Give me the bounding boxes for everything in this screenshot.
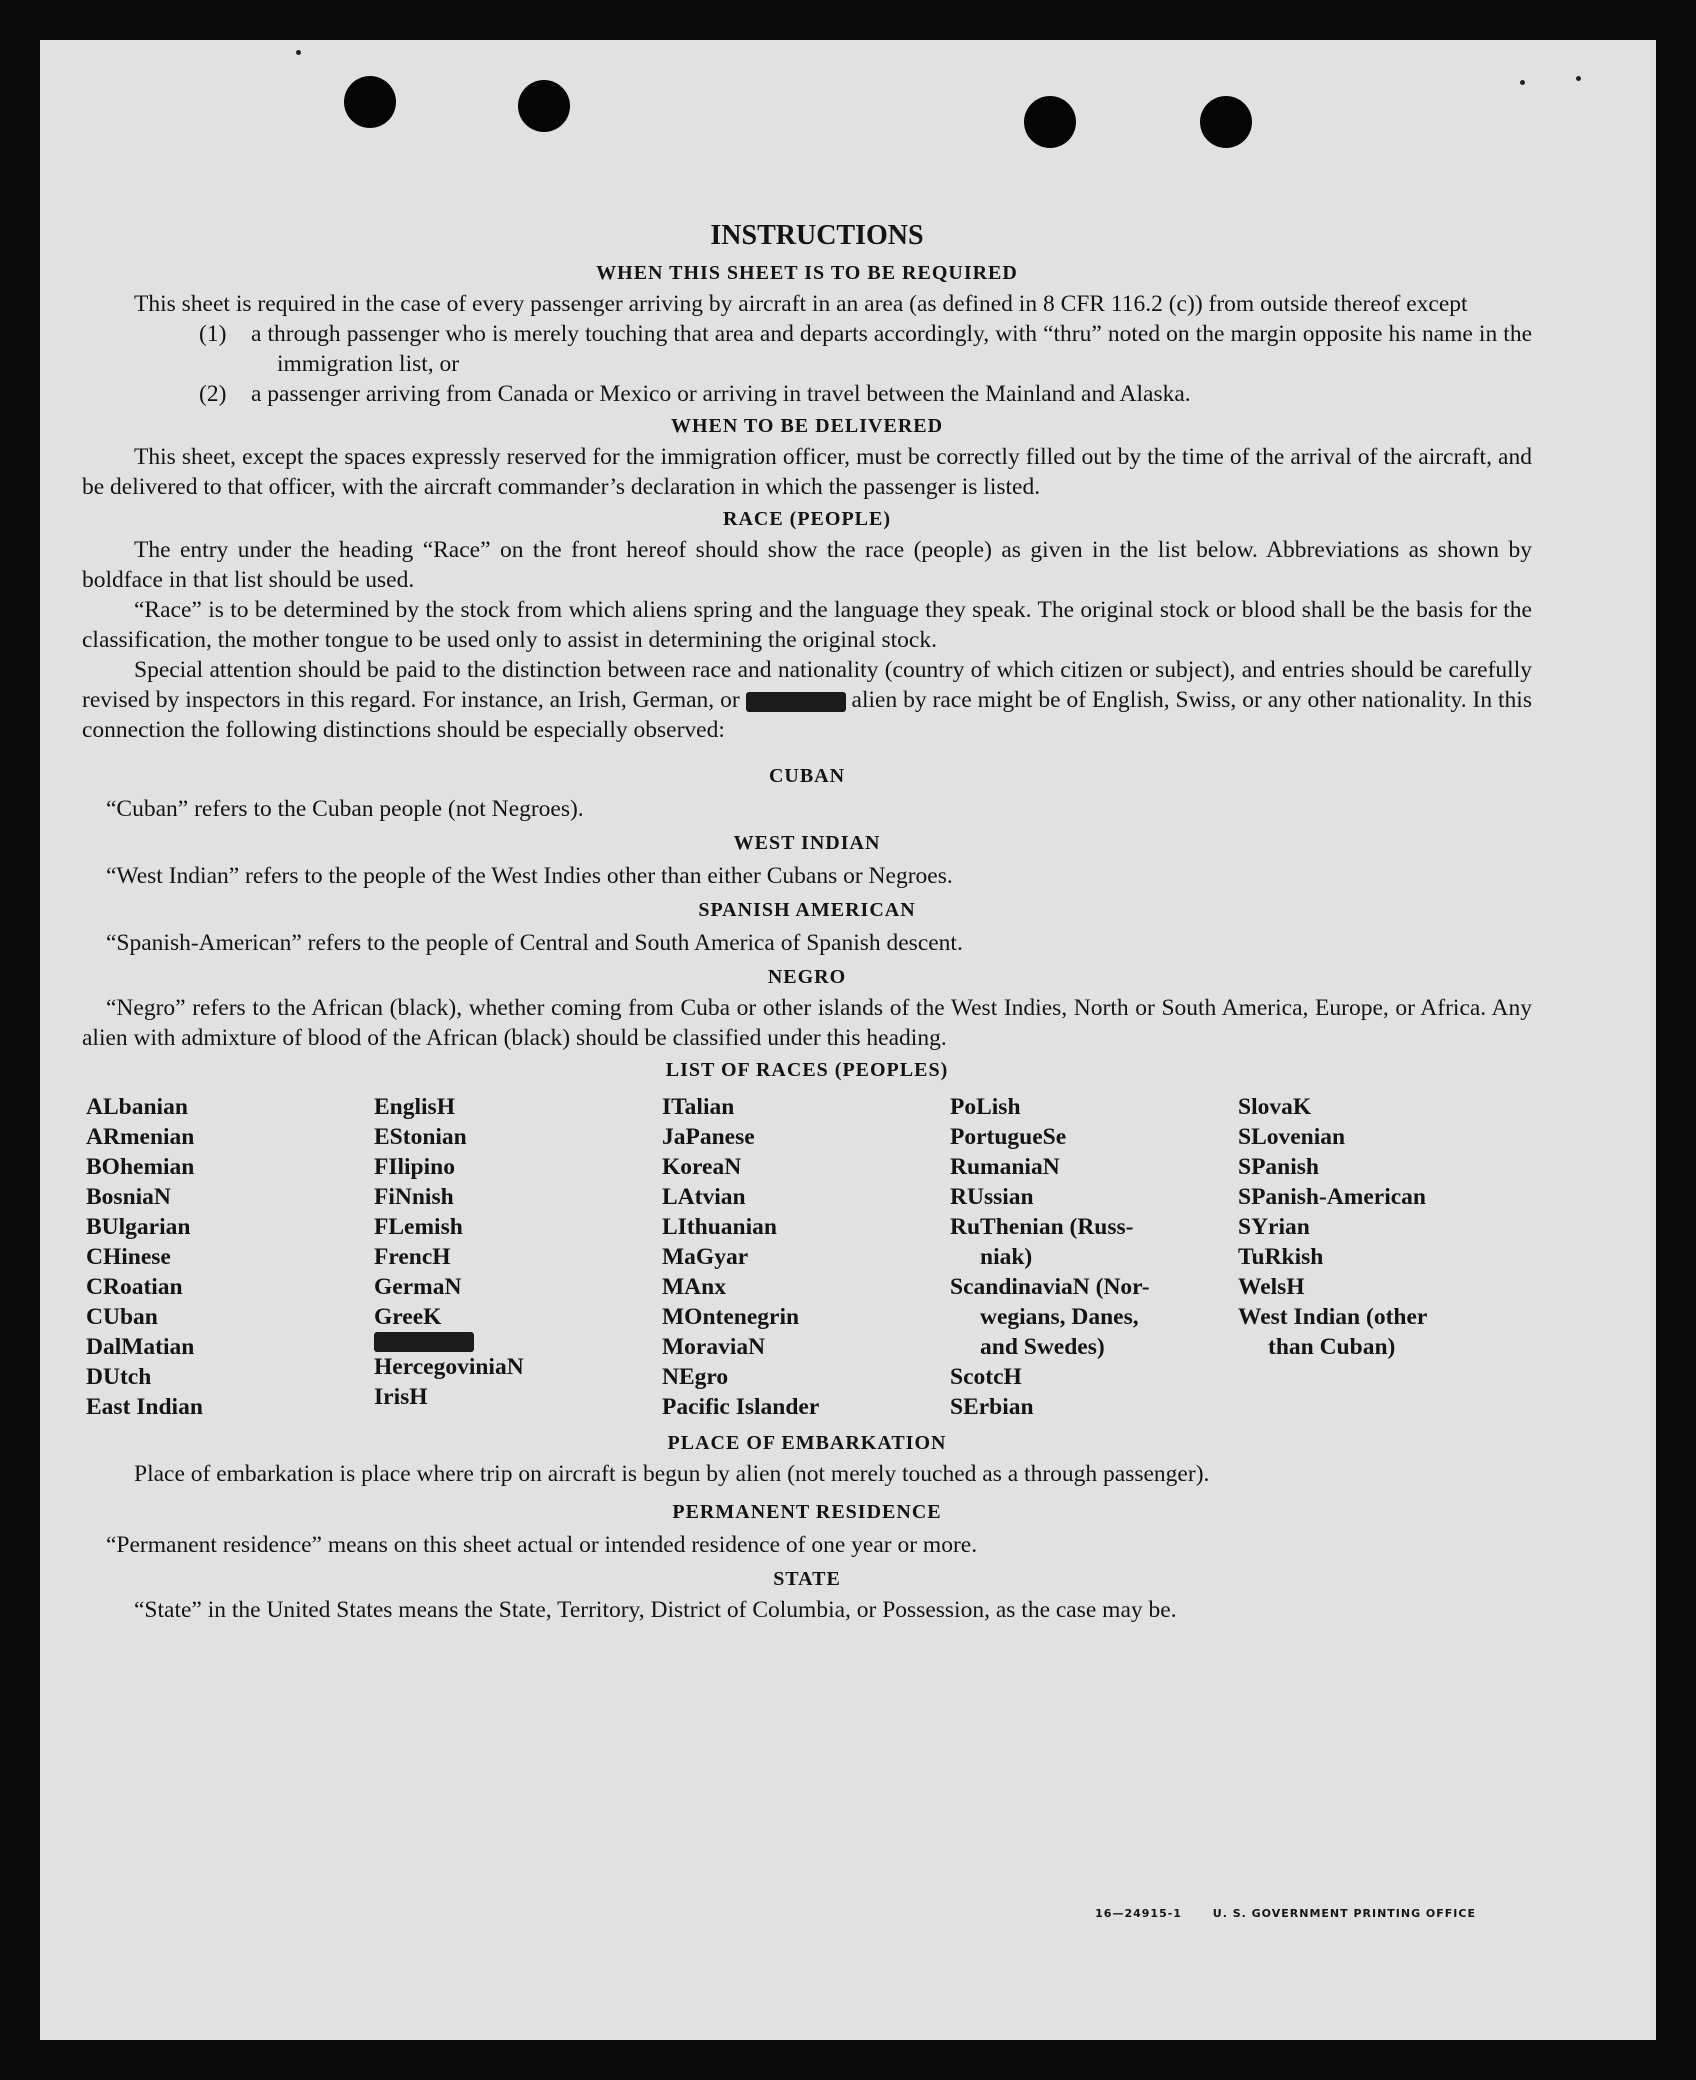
paragraph: “Negro” refers to the African (black), whether coming from Cuba or other islands of the West Indies, North or South America, Europe, or Africa. Any alien with admixture of blood of the African (black) should be classified under this heading. (82, 995, 1532, 1051)
race-item: MaGyar (662, 1244, 749, 1270)
race-item: FiNnish (374, 1184, 454, 1210)
race-item-continued: and Swedes) (980, 1334, 1105, 1360)
paragraph: Place of embarkation is place where trip on aircraft is begun by alien (not merely touched as a through passenger). (134, 1461, 1210, 1487)
heading-west-indian: WEST INDIAN (733, 832, 881, 854)
heading-list-of-races: LIST OF RACES (PEOPLES) (665, 1059, 949, 1081)
race-item: BosniaN (86, 1184, 171, 1210)
race-item: PoLish (950, 1094, 1021, 1120)
race-item: East Indian (86, 1394, 203, 1420)
race-item: LIthuanian (662, 1214, 777, 1240)
race-item: WelsH (1238, 1274, 1305, 1300)
instructions-content (82, 180, 1532, 1625)
races-column-1 (86, 1092, 374, 1422)
race-item: TuRkish (1238, 1244, 1324, 1270)
race-item: NEgro (662, 1364, 729, 1390)
race-item-continued: niak) (980, 1244, 1033, 1270)
race-item: CHinese (86, 1244, 171, 1270)
races-column-5 (1238, 1092, 1536, 1422)
definition: “West Indian” refers to the people of the West Indies other than either Cubans or Negroes. (106, 863, 953, 889)
race-item: MOntenegrin (662, 1304, 800, 1330)
race-item: FrencH (374, 1244, 451, 1270)
race-item: CRoatian (86, 1274, 183, 1300)
race-item: EnglisH (374, 1094, 455, 1120)
race-item: HercegoviniaN (374, 1354, 524, 1380)
race-item: FIlipino (374, 1154, 455, 1180)
race-item: SErbian (950, 1394, 1034, 1420)
race-item: DalMatian (86, 1334, 195, 1360)
heading-race: RACE (PEOPLE) (723, 508, 891, 530)
form-code: 16—24915-1 (1095, 1907, 1182, 1920)
document-sheet (40, 40, 1656, 2040)
race-item: CUban (86, 1304, 158, 1330)
race-item: FLemish (374, 1214, 463, 1240)
races-list (86, 1092, 1532, 1422)
definition: “Permanent residence” means on this sheet actual or intended residence of one year or more. (106, 1532, 978, 1558)
definition: “Cuban” refers to the Cuban people (not Negroes). (106, 796, 584, 822)
race-item: IrisH (374, 1384, 428, 1410)
race-item: SYrian (1238, 1214, 1310, 1240)
race-item: SlovaK (1238, 1094, 1312, 1120)
race-item-continued: wegians, Danes, (980, 1304, 1139, 1330)
printer-footer (1069, 1907, 1476, 1920)
race-item: DUtch (86, 1364, 152, 1390)
list-item (82, 319, 1532, 379)
race-item: BUlgarian (86, 1214, 191, 1240)
scan-speck (1576, 76, 1581, 81)
paragraph: This sheet, except the spaces expressly reserved for the immigration officer, must be correctly filled out by the time of the arrival of the aircraft, and be delivered to that officer, with the aircraft commander’s declaration in which the passenger is listed. (82, 444, 1532, 500)
printer-name: U. S. GOVERNMENT PRINTING OFFICE (1212, 1907, 1476, 1920)
races-column-2 (374, 1092, 662, 1422)
heading-cuban: CUBAN (768, 765, 846, 787)
race-item: ALbanian (86, 1094, 188, 1120)
item-number: (1) (199, 321, 227, 347)
paragraph: “Race” is to be determined by the stock from which aliens spring and the language they speak. The original stock or blood shall be the basis for the classification, the mother tongue to be used only to assist in determining the original stock. (82, 597, 1532, 653)
race-item: West Indian (other (1238, 1304, 1428, 1330)
punch-hole (344, 76, 396, 128)
heading-permanent-residence: PERMANENT RESIDENCE (672, 1501, 942, 1523)
heading-negro: NEGRO (767, 966, 847, 988)
definition: “Spanish-American” refers to the people of Central and South America of Spanish descent. (106, 930, 963, 956)
paragraph: The entry under the heading “Race” on the front hereof should show the race (people) as given in the list below. Abbreviations as shown by boldface in that list should be used. (82, 537, 1532, 593)
paragraph-part: alien by race might be of English, Swiss, or any other nationality. In this connection the following distinctions should be especially observed: (82, 687, 1532, 743)
heading-when-required: WHEN THIS SHEET IS TO BE REQUIRED (596, 262, 1018, 284)
page-title: INSTRUCTIONS (710, 220, 924, 251)
heading-state: STATE (773, 1568, 841, 1590)
race-item: SLovenian (1238, 1124, 1346, 1150)
race-item: ARmenian (86, 1124, 195, 1150)
race-item: JaPanese (662, 1124, 755, 1150)
paragraph: “State” in the United States means the State, Territory, District of Columbia, or Possession, as the case may be. (134, 1597, 1177, 1623)
race-item: ScotcH (950, 1364, 1022, 1390)
scan-speck (296, 50, 301, 55)
race-item: RuThenian (Russ- (950, 1214, 1134, 1240)
race-item-continued: than Cuban) (1268, 1334, 1396, 1360)
race-item: ScandinaviaN (Nor- (950, 1274, 1150, 1300)
list-item (82, 379, 1532, 409)
race-item: MAnx (662, 1274, 726, 1300)
race-item: ITalian (662, 1094, 735, 1120)
heading-spanish-american: SPANISH AMERICAN (698, 899, 916, 921)
paragraph: This sheet is required in the case of every passenger arriving by aircraft in an area (as defined in 8 CFR 116.2 (c)) from outside thereof except (134, 291, 1468, 317)
race-item: Pacific Islander (662, 1394, 820, 1420)
race-item: MoraviaN (662, 1334, 766, 1360)
punch-hole (518, 80, 570, 132)
heading-embarkation: PLACE OF EMBARKATION (667, 1432, 947, 1454)
race-item: SPanish (1238, 1154, 1319, 1180)
races-column-3 (662, 1092, 950, 1422)
race-item: RumaniaN (950, 1154, 1060, 1180)
paragraph-part: Special attention should be paid to the distinction between race and nationality (country of which citizen or subject), and entries should be carefully revised by inspectors in this regard. For instance, an Irish, German, or (82, 657, 1532, 713)
race-item: RUssian (950, 1184, 1034, 1210)
race-item-redacted (374, 1332, 662, 1352)
punch-hole (1024, 96, 1076, 148)
paragraph (82, 655, 1532, 745)
item-text: a passenger arriving from Canada or Mexico or arriving in travel between the Mainland and Alaska. (251, 381, 1191, 407)
scan-speck (1520, 80, 1525, 85)
heading-when-delivered: WHEN TO BE DELIVERED (670, 415, 944, 437)
redaction-mark (374, 1332, 474, 1352)
race-item: EStonian (374, 1124, 467, 1150)
race-item: SPanish-American (1238, 1184, 1426, 1210)
race-item: KoreaN (662, 1154, 742, 1180)
redaction-mark (746, 692, 846, 712)
item-text: a through passenger who is merely touching that area and departs accordingly, with “thru” noted on the margin opposite his name in the immigration list, or (251, 321, 1532, 377)
race-item: PortugueSe (950, 1124, 1067, 1150)
races-column-4 (950, 1092, 1238, 1422)
race-item: GreeK (374, 1304, 442, 1330)
race-item: GermaN (374, 1274, 462, 1300)
punch-hole (1200, 96, 1252, 148)
item-number: (2) (199, 381, 227, 407)
race-item: LAtvian (662, 1184, 746, 1210)
race-item: BOhemian (86, 1154, 195, 1180)
